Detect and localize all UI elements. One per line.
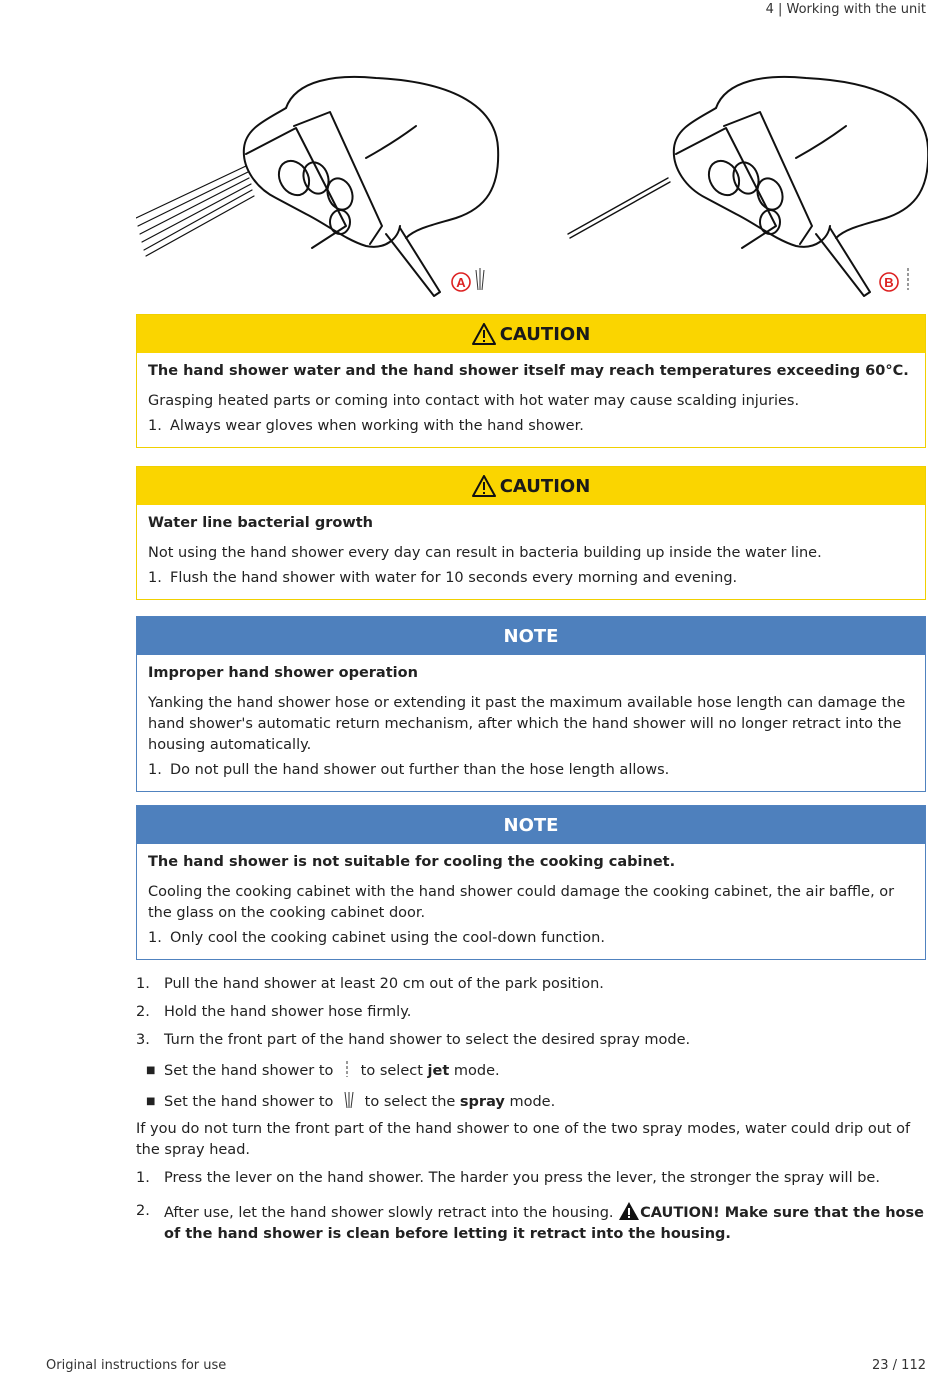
warning-text: Not using the hand shower every day can result in bacteria building up inside the water line.: [148, 545, 822, 561]
label-b: B: [884, 275, 894, 290]
bullet-item-jet: ■ Set the hand shower to to select jet mode.: [136, 1060, 926, 1082]
instructions: [136, 974, 926, 1245]
running-header: 4 | Working with the unit: [765, 2, 926, 17]
list-item: 1. Press the lever on the hand shower. The harder you press the lever, the stronger the spray will be.: [136, 1170, 880, 1186]
paragraph: If you do not turn the front part of the hand shower to one of the two spray modes, water could drip out of the spray head.: [136, 1121, 911, 1158]
list-item: 2. Hold the hand shower hose firmly.: [136, 1004, 412, 1020]
warning-lead: The hand shower water and the hand shower itself may reach temperatures exceeding 60°C.: [148, 363, 909, 379]
footer-doc-title: Original instructions for use: [46, 1358, 227, 1373]
caution-box-bacteria: [136, 466, 926, 600]
warning-step: 1. Always wear gloves when working with the hand shower.: [148, 418, 584, 434]
note-step: 1. Only cool the cooking cabinet using the cool-down function.: [148, 930, 605, 946]
caution-box-hot-water: [136, 314, 926, 448]
note-step: 1. Do not pull the hand shower out further than the hose length allows.: [148, 762, 670, 778]
page-number: 23 / 112: [872, 1358, 926, 1373]
label-a: A: [456, 275, 466, 290]
warning-lead: Water line bacterial growth: [148, 515, 373, 531]
caution-heading: CAUTION: [137, 467, 925, 505]
warning-triangle-icon: [618, 1201, 640, 1221]
note-text: Cooling the cooking cabinet with the hand shower could damage the cooking cabinet, the air baffle, or the glass on the cooking cabinet door.: [148, 884, 895, 921]
list-item: 1. Pull the hand shower at least 20 cm out of the park position.: [136, 976, 604, 992]
hand-shower-jet-drawing: [568, 77, 928, 296]
list-item: 3. Turn the front part of the hand shower to select the desired spray mode.: [136, 1032, 691, 1048]
list-item: 2. After use, let the hand shower slowly retract into the housing. CAUTION! Make sure that the hose of the hand shower is clean before letting it retract into the housing.: [136, 1203, 924, 1242]
caution-heading: CAUTION: [137, 315, 925, 353]
warning-text: Grasping heated parts or coming into contact with hot water may cause scalding injuries.: [148, 393, 800, 409]
note-heading: NOTE: [137, 806, 925, 844]
spray-mode-icon: [342, 1091, 356, 1109]
warning-triangle-icon: [472, 323, 496, 345]
note-lead: Improper hand shower operation: [148, 665, 418, 681]
jet-mode-icon: [342, 1060, 352, 1078]
warning-triangle-icon: [472, 475, 496, 497]
hand-shower-spray-drawing: [136, 77, 498, 296]
note-box-cooling: [136, 805, 926, 960]
bullet-item-spray: ■ Set the hand shower to to select the spray mode.: [136, 1091, 926, 1113]
spray-mode-icon: [476, 268, 484, 290]
warning-step: 1. Flush the hand shower with water for 10 seconds every morning and evening.: [148, 570, 738, 586]
note-text: Yanking the hand shower hose or extending it past the maximum available hose length can damage the hand shower's automatic return mechanism, after which the hand shower will no longer retract into the housing automatically.: [148, 695, 906, 753]
note-box-operation: [136, 616, 926, 792]
note-heading: NOTE: [137, 617, 925, 655]
hand-shower-illustration: [136, 68, 928, 304]
note-lead: The hand shower is not suitable for cooling the cooking cabinet.: [148, 854, 676, 870]
